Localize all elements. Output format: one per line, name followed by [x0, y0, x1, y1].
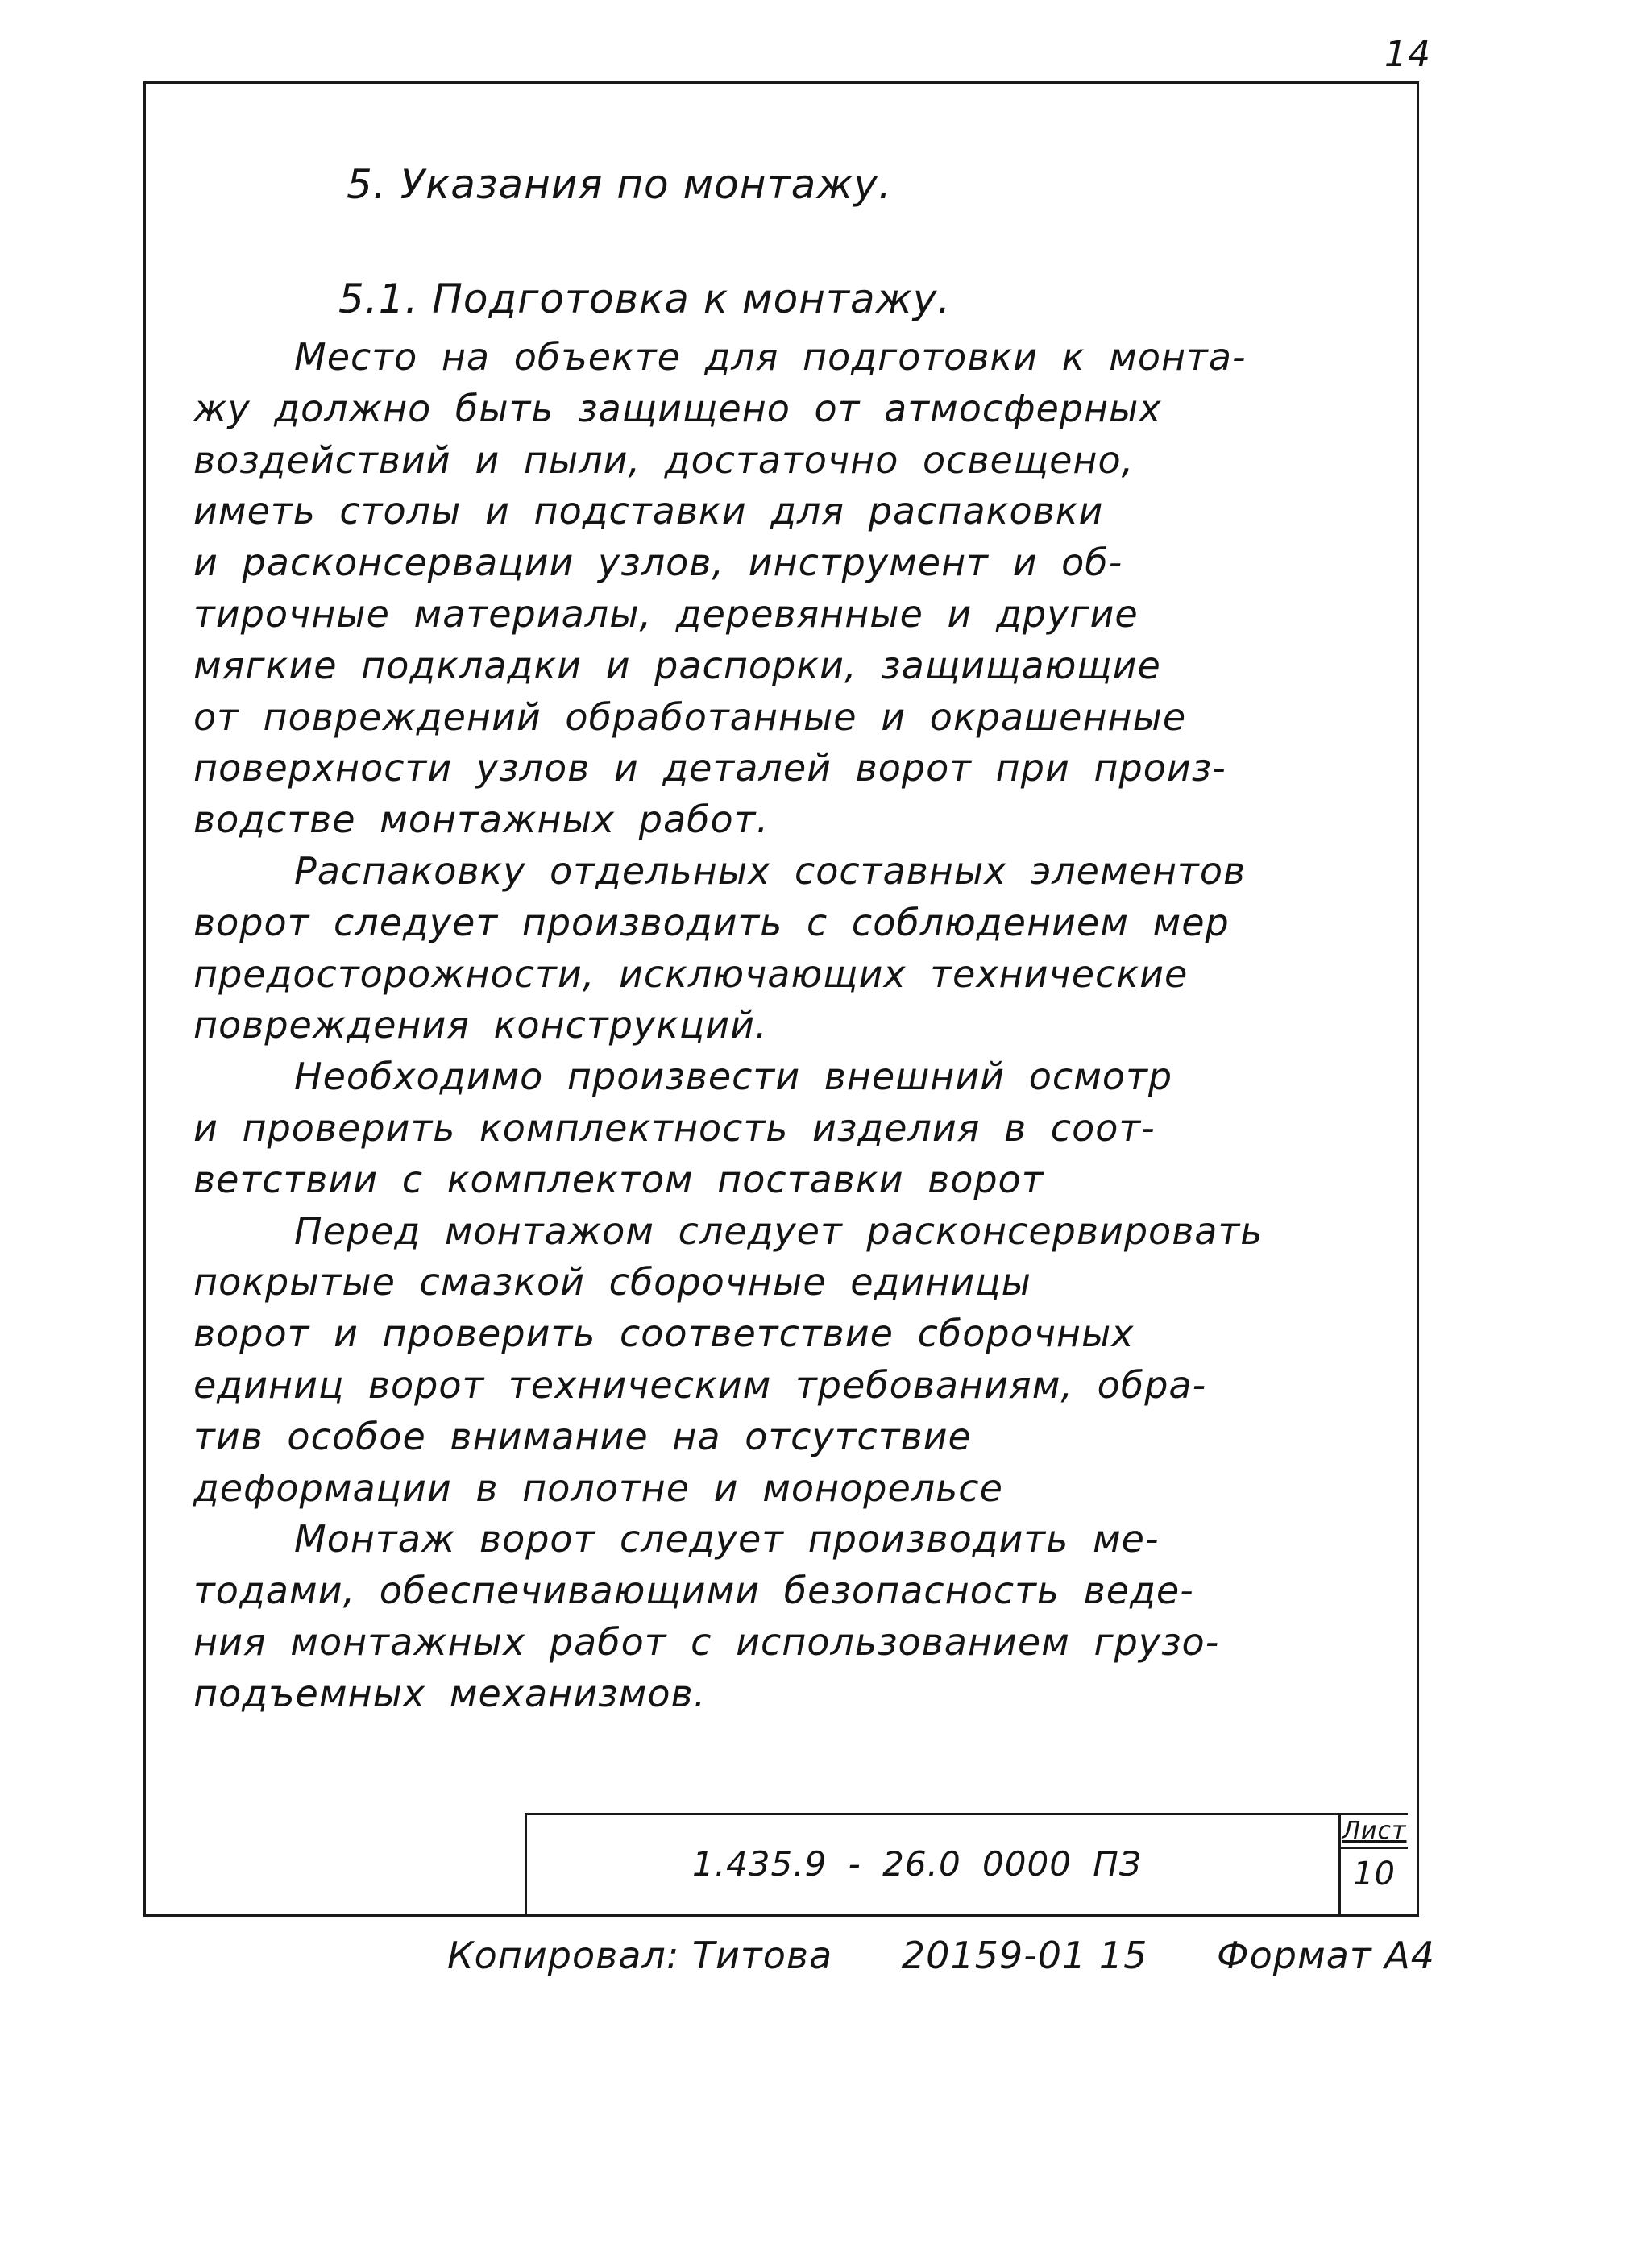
text-line: единиц ворот техническим требованиям, обра- [193, 1362, 1207, 1407]
text-line: ния монтажных работ с использованием грузо- [193, 1619, 1220, 1664]
order-number: 20159-01 15 [901, 1934, 1148, 1977]
text-line: тирочные материалы, деревянные и другие [193, 591, 1139, 636]
text-line: от повреждений обработанные и окрашенные [193, 694, 1187, 739]
text-line: подъемных механизмов. [193, 1671, 707, 1715]
text-line: мягкие подкладки и распорки, защищающие [193, 643, 1161, 687]
text-line: Необходимо произвести внешний осмотр [294, 1055, 1173, 1099]
text-line: ворот следует производить с соблюдением мер [193, 900, 1230, 944]
sheet-cell [1338, 1815, 1408, 1914]
text-line: и проверить комплектность изделия в соот- [193, 1105, 1156, 1150]
copied-by: Копировал: Титова [447, 1934, 833, 1977]
text-line: и расконсервации узлов, инструмент и об- [193, 541, 1123, 585]
text-line: повреждения конструкций. [193, 1003, 768, 1047]
text-line: Распаковку отдельных составных элементов [294, 848, 1247, 893]
text-line: предосторожности, исключающих технические [193, 952, 1189, 996]
title-block [525, 1813, 1408, 1914]
text-line: покрытые смазкой сборочные единицы [193, 1260, 1031, 1304]
text-line: иметь столы и подставки для распаковки [193, 489, 1104, 533]
text-line: Монтаж ворот следует производить ме- [294, 1517, 1160, 1561]
document-code: 1.435.9 - 26.0 0000 ПЗ [692, 1844, 1142, 1884]
section-heading: 5. Указания по монтажу. [347, 161, 892, 208]
text-line: Место на объекте для подготовки к монта- [294, 335, 1247, 379]
text-line: ворот и проверить соответствие сборочных [193, 1312, 1135, 1356]
sheet-number: 10 [1353, 1855, 1396, 1893]
text-line: ветствии с комплектом поставки ворот [193, 1157, 1044, 1201]
text-line: тив особое внимание на отсутствие [193, 1414, 972, 1458]
text-line: воздействий и пыли, достаточно освещено, [193, 437, 1135, 482]
footer [447, 1934, 1435, 1977]
text-line: поверхности узлов и деталей ворот при произ- [193, 746, 1226, 790]
text-line: тодами, обеспечивающими безопасность веде- [193, 1569, 1194, 1613]
text-line: водстве монтажных работ. [193, 798, 770, 842]
sheet-label: Лист [1341, 1815, 1408, 1849]
text-line: деформации в полотне и монорельсе [193, 1466, 1003, 1510]
page-number: 14 [1384, 34, 1431, 75]
text-line: Перед монтажом следует расконсервировать [294, 1209, 1264, 1253]
text-line: жу должно быть защищено от атмосферных [193, 386, 1162, 430]
subsection-heading: 5.1. Подготовка к монтажу. [338, 276, 952, 322]
paper-format: Формат А4 [1217, 1934, 1436, 1977]
body-text [193, 332, 1322, 1720]
